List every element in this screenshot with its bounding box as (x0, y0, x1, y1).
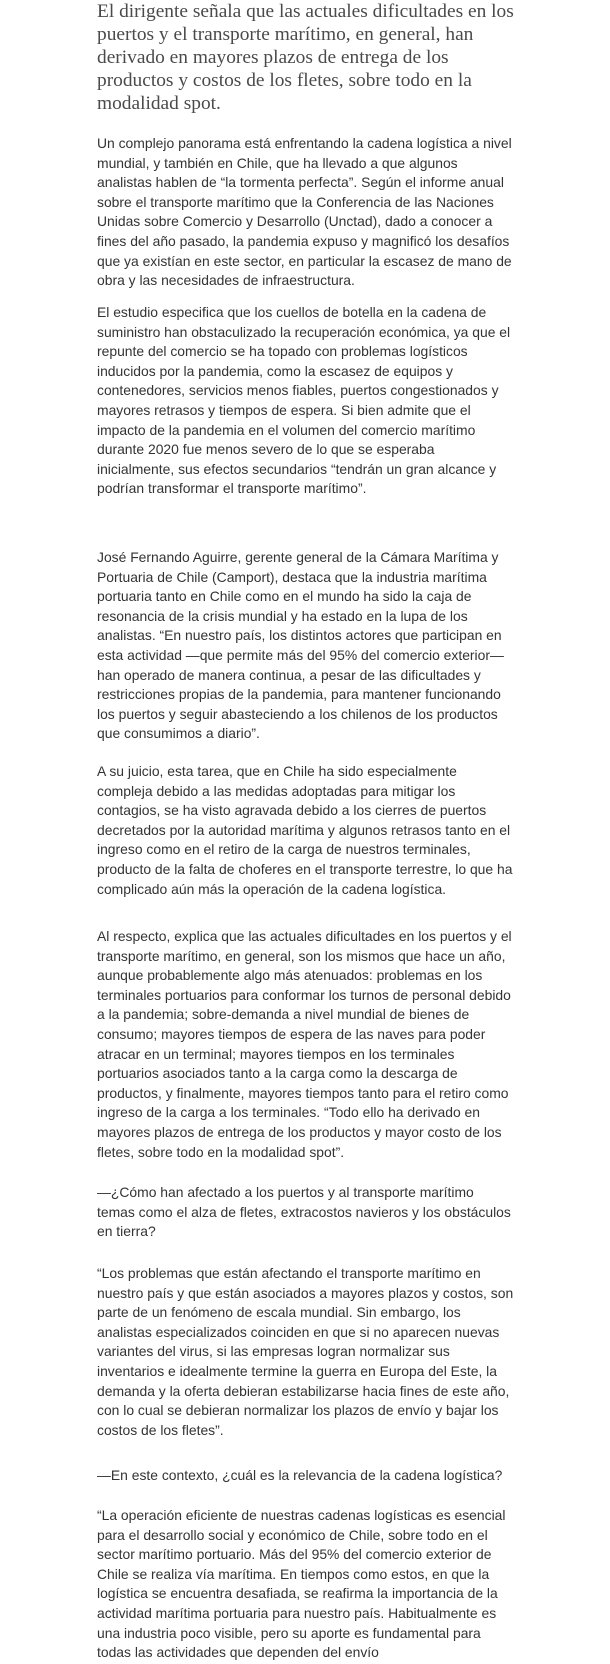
interview-question: —En este contexto, ¿cuál es la relevancia de la cadena logística? (97, 1467, 503, 1483)
article-paragraph: El estudio especifica que los cuellos de botella en la cadena de suministro han obstaculizado la recuperación económica, ya que el repunte del comercio se ha topado con problemas logísticos inducidos por la pandemia, como la escasez de equipos y contenedores, servicios menos fiables, puertos congestionados y mayores retrasos y tiempos de espera. Si bien admite que el impacto de la pandemia en el volumen del comercio marítimo durante 2020 fue menos severo de lo que se esperaba inicialmente, sus efectos secundarios “tendrán un gran alcance y podrían transformar el transporte marítimo”. (97, 304, 511, 497)
interview-question: —¿Cómo han afectado a los puertos y al transporte marítimo temas como el alza de fletes, extracostos navieros y los obstáculos en tierra? (97, 1184, 511, 1240)
article-paragraph: “La operación eficiente de nuestras cadenas logísticas es esencial para el desarrollo social y económico de Chile, sobre todo en el sector marítimo portuario. Más del 95% del comercio exterior de Chile se realiza vía marítima. En tiempos como estos, en que la logística se encuentra desafiada, se reafirma la importancia de la actividad marítima portuaria para nuestro país. Habitualmente es una industria poco visible, pero su aporte es fundamental para todas las actividades que dependen del envío (97, 1507, 506, 1661)
article-paragraph: José Fernando Aguirre, gerente general de la Cámara Marítima y Portuaria de Chile (Camport), destaca que la industria marítima portuaria tanto en Chile como en el mundo ha sido la caja de resonancia de la crisis mundial y ha estado en la lupa de los analistas. “En nuestro país, los distintos actores que participan en esta actividad —que permite más del 95% del comercio exterior— han operado de manera continua, a pesar de las dificultades y restricciones propias de la pandemia, para mantener funcionando los puertos y seguir abasteciendo a los chilenos de los productos que consumimos a diario”. (97, 549, 504, 742)
article-lead: El dirigente señala que las actuales dificultades en los puertos y el transporte marítimo, en general, han derivado en mayores plazos de entrega de los productos y costos de los fletes, sobre todo en la modalidad spot. (97, 1, 514, 114)
article-paragraph: “Los problemas que están afectando el transporte marítimo en nuestro país y que están asociados a mayores plazos y costos, son parte de un fenómeno de escala mundial. Sin embargo, los analistas especializados coinciden en que si no aparecen nuevas variantes del virus, si las empresas logran normalizar sus inventarios e idealmente termine la guerra en Europa del Este, la demanda y la oferta debieran estabilizarse hacia fines de este año, con lo cual se debieran normalizar los plazos de envío y bajar los costos de los fletes”. (97, 1265, 514, 1438)
article-paragraph: Al respecto, explica que las actuales dificultades en los puertos y el transporte marítimo, en general, son los mismos que hace un año, aunque probablemente algo más atenuados: problemas en los terminales portuarios para conformar los turnos de personal debido a la pandemia; sobre-demanda a nivel mundial de bienes de consumo; mayores tiempos de espera de las naves para poder atracar en un terminal; mayores tiempos en los terminales portuarios asociados tanto a la carga como la descarga de productos, y finalmente, mayores tiempos tanto para el retiro como ingreso de la carga a los terminales. “Todo ello ha derivado en mayores plazos de entrega de los productos y mayor costo de los fletes, sobre todo en la modalidad spot”. (97, 928, 512, 1160)
article-paragraph: A su juicio, esta tarea, que en Chile ha sido especialmente compleja debido a las medidas adoptadas para mitigar los contagios, se ha visto agravada debido a los cierres de puertos decretados por la autoridad marítima y algunos retrasos tanto en el ingreso como en el retiro de la carga de nuestros terminales, producto de la falta de choferes en el transporte terrestre, lo que ha complicado aún más la operación de la cadena logística. (97, 763, 513, 897)
article-paragraph: Un complejo panorama está enfrentando la cadena logística a nivel mundial, y también en Chile, que ha llevado a que algunos analistas hablen de “la tormenta perfecta”. Según el informe anual sobre el transporte marítimo que la Conferencia de las Naciones Unidas sobre Comercio y Desarrollo (Unctad), dado a conocer a fines del año pasado, la pandemia expuso y magnificó los desafíos que ya existían en este sector, en particular la escasez de mano de obra y las necesidades de infraestructura. (97, 135, 512, 289)
